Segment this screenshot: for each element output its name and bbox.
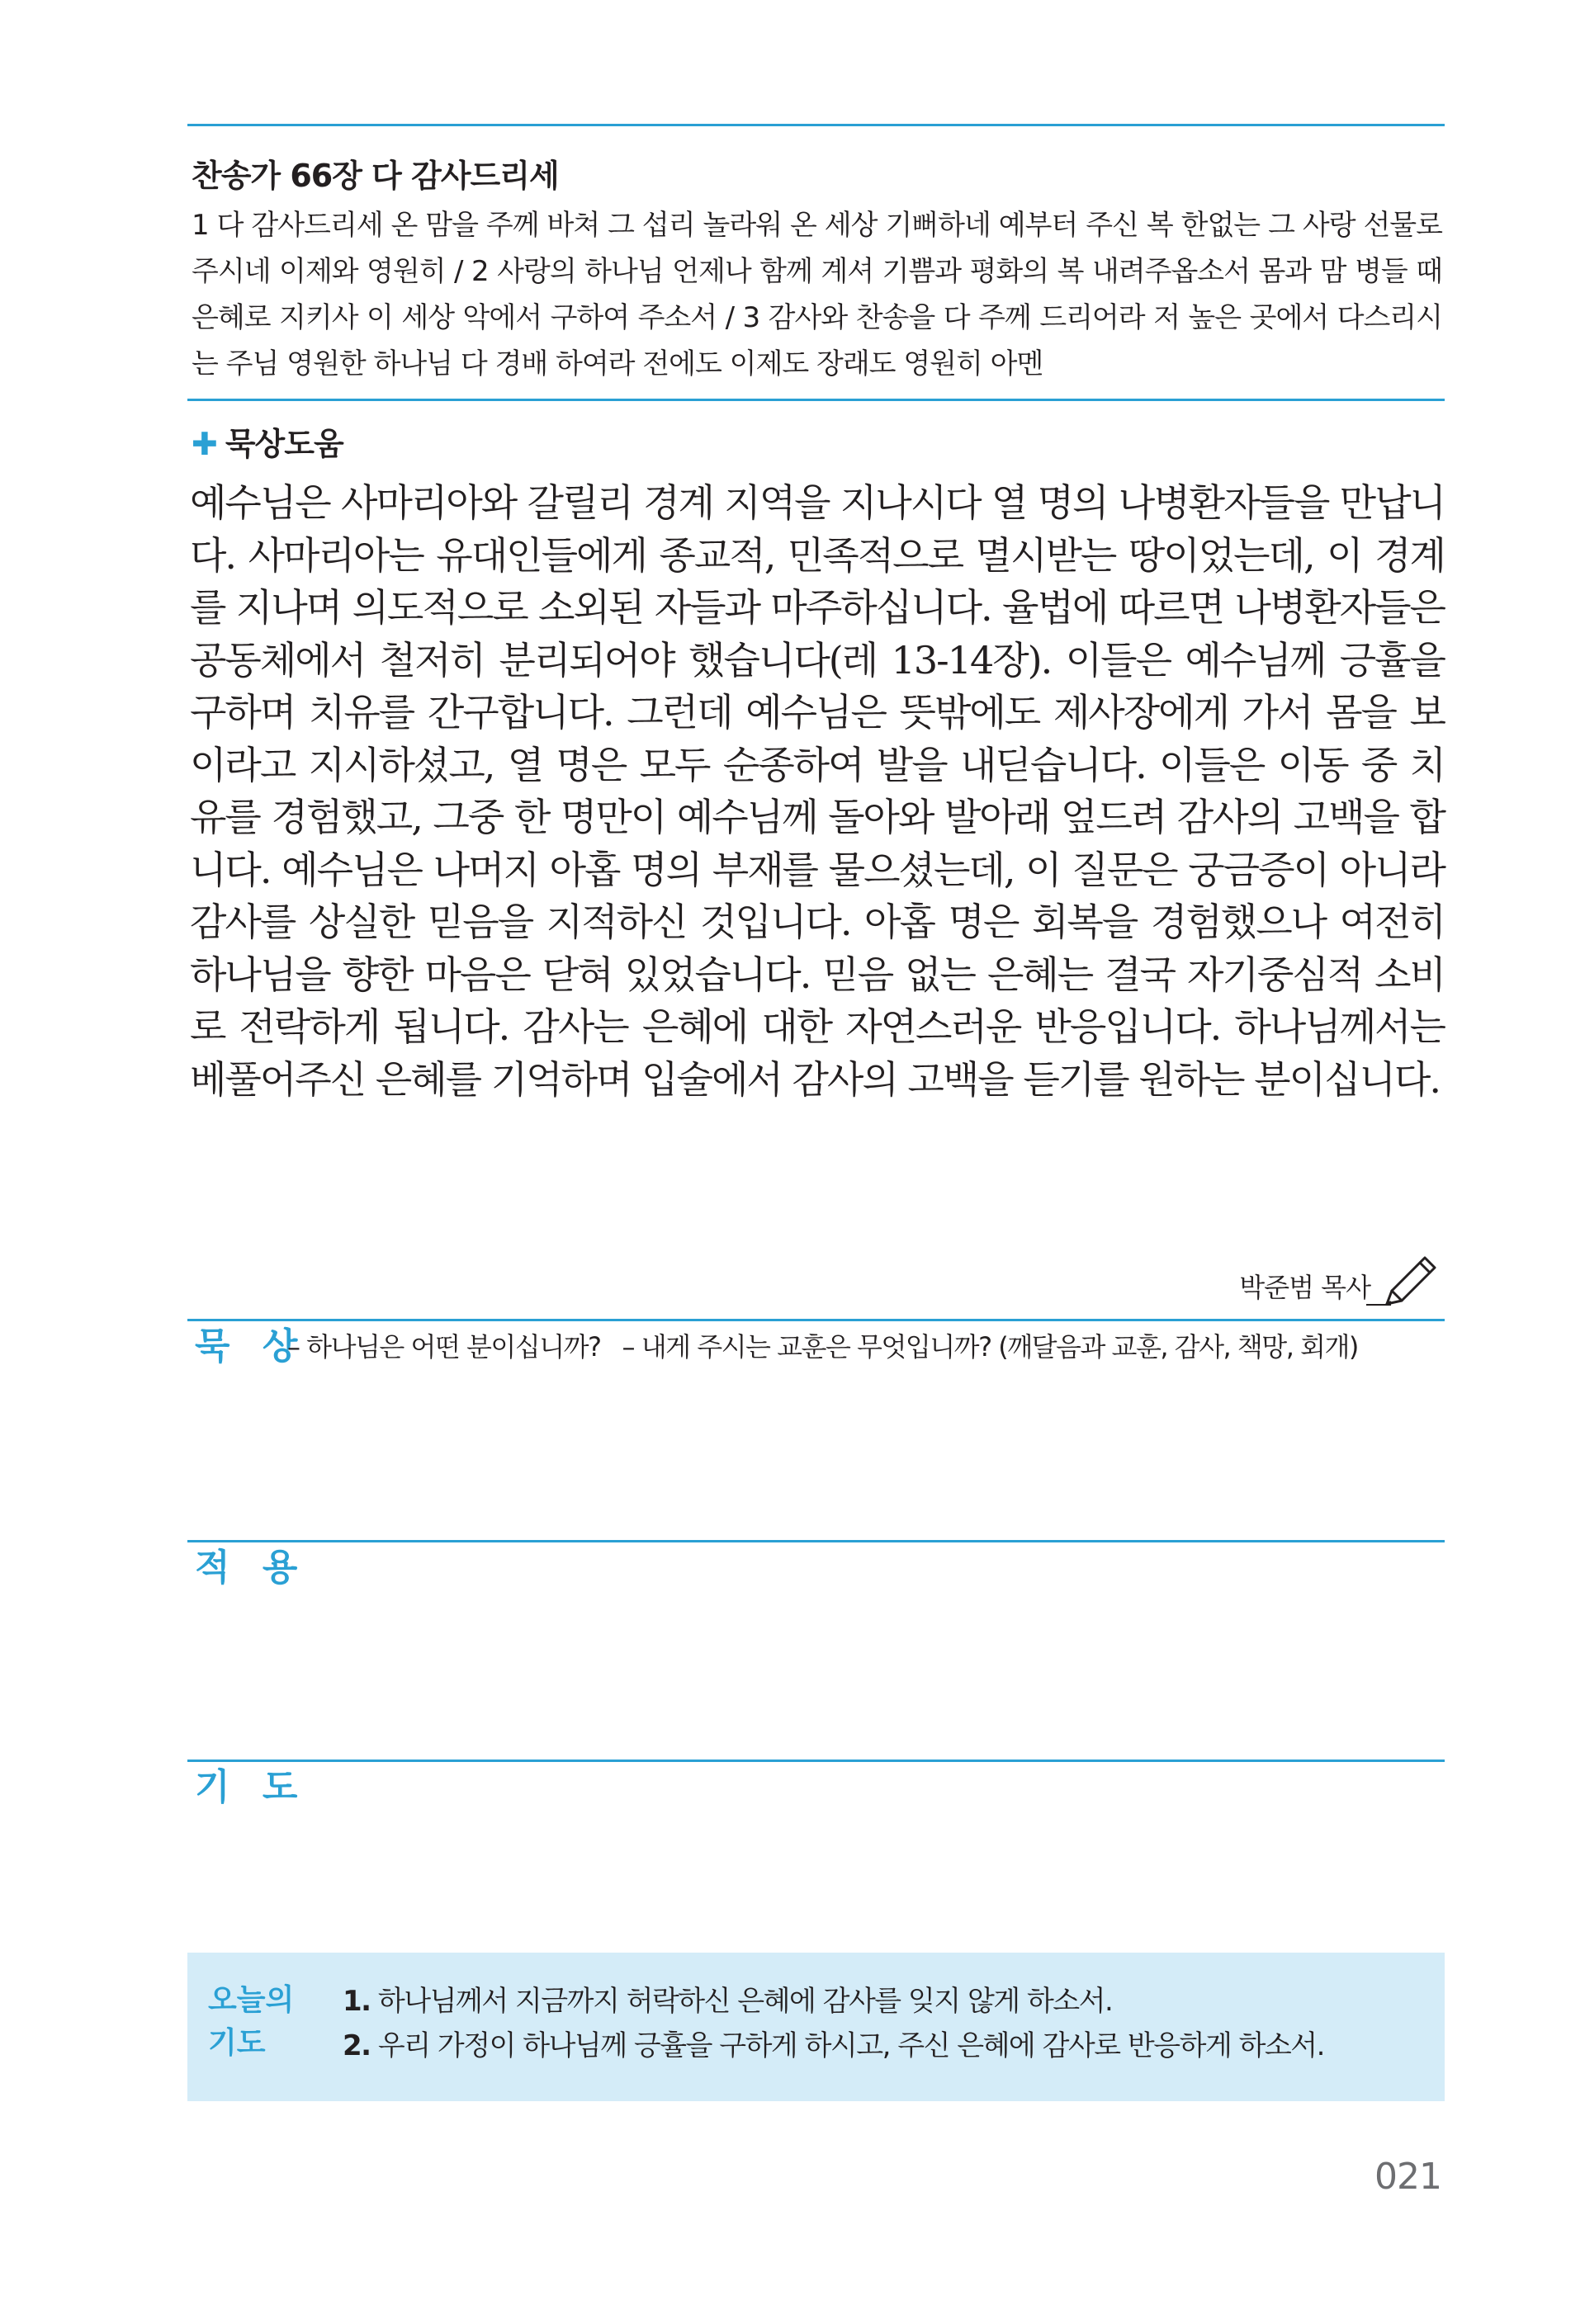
prayer-item-text: 우리 가정이 하나님께 긍휼을 구하게 하시고, 주신 은혜에 감사로 반응하게 하소서. <box>377 2029 1324 2062</box>
application-divider <box>187 1540 1445 1542</box>
prayer-item-number: 1. <box>343 1985 371 2018</box>
today-prayer-label-line2: 기도 <box>208 2026 266 2060</box>
meditation-questions <box>287 1330 1358 1363</box>
hymn-lyrics: 1 다 감사드리세 온 맘을 주께 바쳐 그 섭리 놀라워 온 세상 기뻐하네 예부터 주신 복 한없는 그 사랑 선물로 주시네 이제와 영원히 / 2 사랑의 하나님 언제나 함께 계셔 기쁨과 평화의 복 내려주옵소서 몸과 맘 병들 때 은혜로 지키사 이 세상 악에서 구하여 주소서 / 3 감사와 찬송을 다 주께 드리어라 저 높은 곳에서 다스리시는 주님 영원한 하나님 다 경배 하여라 전에도 이제도 장래도 영원히 아멘 <box>192 209 1442 380</box>
author-name: 박준범 목사 <box>1239 1272 1370 1303</box>
today-prayer-list <box>343 1979 1432 2068</box>
meditation-question-1: – 하나님은 어떤 분이십니까? <box>287 1331 601 1363</box>
prayer-label: 기 도 <box>195 1766 308 1808</box>
plus-icon: ✚ <box>192 426 217 462</box>
meditation-help-title: 묵상도움 <box>225 426 343 462</box>
prayer-divider <box>187 1760 1445 1762</box>
meditation-help-body: 예수님은 사마리아와 갈릴리 경계 지역을 지나시다 열 명의 나병환자들을 만납니다. 사마리아는 유대인들에게 종교적, 민족적으로 멸시받는 땅이었는데, 이 경계를 지나며 의도적으로 소외된 자들과 마주하십니다. 율법에 따르면 나병환자들은 공동체에서 철저히 분리되어야 했습니다(레 13-14장). 이들은 예수님께 긍휼을 구하며 치유를 간구합니다. 그런데 예수님은 뜻밖에도 제사장에게 가서 몸을 보이라고 지시하셨고, 열 명은 모두 순종하여 발을 내딛습니다. 이들은 이동 중 치유를 경험했고, 그중 한 명만이 예수님께 돌아와 발아래 엎드려 감사의 고백을 합니다. 예수님은 나머지 아홉 명의 부재를 물으셨는데, 이 질문은 궁금증이 아니라 감사를 상실한 믿음을 지적하신 것입니다. 아홉 명은 회복을 경험했으나 여전히 하나님을 향한 마음은 닫혀 있었습니다. 믿음 없는 은혜는 결국 자기중심적 소비로 전락하게 됩니다. 감사는 은혜에 대한 자연스러운 반응입니다. 하나님께서는 베풀어주신 은혜를 기억하며 입술에서 감사의 고백을 듣기를 원하는 분이십니다. <box>190 480 1445 1102</box>
today-prayer-label-line1: 오늘의 <box>208 1983 295 2017</box>
hymn-divider <box>187 399 1445 401</box>
prayer-item <box>343 1979 1432 2024</box>
prayer-item-text: 하나님께서 지금까지 허락하신 은혜에 감사를 잊지 않게 하소서. <box>377 1985 1113 2018</box>
pencil-icon <box>1379 1251 1441 1314</box>
prayer-item <box>343 2024 1432 2068</box>
meditation-question-2: – 내게 주시는 교훈은 무엇입니까? (깨달음과 교훈, 감사, 책망, 회개) <box>622 1331 1358 1363</box>
top-divider <box>187 124 1445 126</box>
hymn-title: 찬송가 66장 다 감사드리세 <box>192 158 559 194</box>
prayer-item-number: 2. <box>343 2029 371 2062</box>
meditation-divider <box>187 1319 1445 1321</box>
page-number: 021 <box>1374 2156 1441 2198</box>
today-prayer-label <box>208 1979 294 2065</box>
meditation-label: 묵 상 <box>195 1325 308 1367</box>
meditation-help-heading <box>192 421 343 467</box>
application-label: 적 용 <box>195 1547 308 1589</box>
